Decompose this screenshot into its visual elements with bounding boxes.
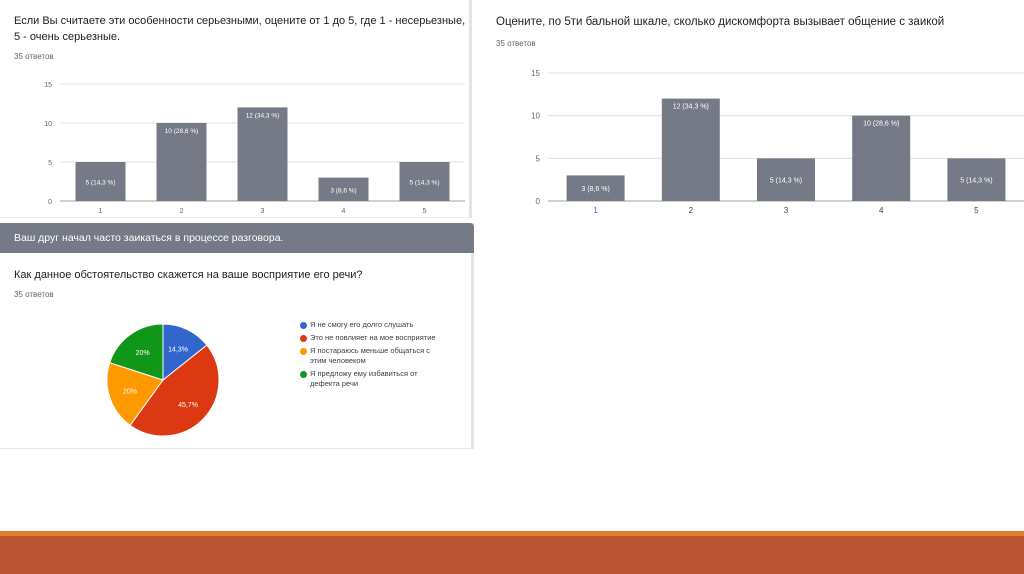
x-tick-label: 2 — [688, 206, 694, 215]
x-tick-label: 4 — [878, 206, 884, 215]
question-title: Как данное обстоятельство скажется на ваше восприятие его речи? — [14, 269, 363, 281]
x-tick-label: 1 — [98, 208, 103, 215]
x-tick-label: 1 — [593, 206, 598, 215]
x-tick-label: 5 — [974, 206, 979, 215]
bar — [238, 107, 288, 201]
x-tick-label: 3 — [260, 208, 265, 215]
response-count: 35 ответов — [14, 290, 54, 299]
legend-label: Я постараюсь меньше общаться с — [310, 346, 430, 355]
bar-chart-discomfort — [478, 0, 1024, 222]
bar — [852, 116, 910, 201]
bar — [662, 99, 720, 201]
question-card-discomfort — [478, 0, 1024, 222]
y-tick-label: 15 — [531, 69, 540, 78]
bar-data-label: 10 (28,6 %) — [164, 128, 199, 135]
legend-label: дефекта речи — [310, 379, 359, 388]
legend-item — [300, 333, 470, 343]
pie-slice-label: 20% — [122, 388, 137, 396]
bar-chart-seriousness — [0, 0, 472, 218]
legend-label: Я не смогу его долго слушать — [310, 320, 414, 329]
question-title-line-1: Если Вы считаете эти особенности серьезными, оцените от 1 до 5, где 1 - несерьезные, — [14, 15, 466, 27]
bar-data-label: 12 (34,3 %) — [245, 112, 280, 120]
pie-legend — [300, 320, 470, 392]
y-tick-label: 10 — [44, 121, 52, 128]
footer-bar — [0, 536, 1024, 574]
bar-data-label: 3 (8,6 %) — [581, 186, 610, 194]
y-tick-label: 0 — [535, 197, 540, 206]
legend-label: этим человеком — [310, 356, 366, 365]
bar-data-label: 3 (8,6 %) — [330, 187, 357, 195]
pie-slice-label: 20% — [135, 349, 150, 357]
legend-swatch — [300, 322, 307, 329]
y-tick-label: 0 — [48, 199, 52, 206]
pie-slice-label: 14,3% — [168, 346, 189, 354]
legend-label: Я предложу ему избавиться от — [310, 369, 418, 378]
legend-swatch — [300, 348, 307, 355]
legend-item — [300, 369, 470, 389]
legend-swatch — [300, 371, 307, 378]
question-card-perception — [0, 223, 474, 449]
question-title-line-2: 5 - очень серьезные. — [14, 31, 121, 43]
legend-item — [300, 320, 470, 330]
y-tick-label: 5 — [48, 160, 52, 167]
x-tick-label: 4 — [341, 208, 346, 215]
x-tick-label: 5 — [422, 208, 427, 215]
bar-data-label: 5 (14,3 %) — [85, 179, 116, 187]
legend-swatch — [300, 335, 307, 342]
legend-item — [300, 346, 470, 366]
y-tick-label: 10 — [531, 111, 540, 121]
pie-chart-perception — [0, 223, 300, 449]
bar-data-label: 5 (14,3 %) — [960, 177, 993, 185]
x-tick-label: 2 — [179, 208, 184, 215]
response-count: 35 ответов — [14, 52, 54, 61]
legend-label: Это не повлияет на мое восприятие — [310, 333, 436, 342]
x-tick-label: 3 — [783, 206, 789, 215]
question-title: Оцените, по 5ти бальной шкале, сколько дискомфорта вызывает общение с заикой — [496, 16, 945, 28]
section-header: Ваш друг начал часто заикаться в процессе разговора. — [0, 223, 474, 253]
y-tick-label: 15 — [44, 82, 52, 89]
bar-data-label: 5 (14,3 %) — [769, 177, 803, 185]
bar-data-label: 5 (14,3 %) — [409, 179, 440, 187]
bar-data-label: 10 (28,6 %) — [863, 120, 900, 128]
y-tick-label: 5 — [535, 154, 540, 164]
pie-slice-label: 45,7% — [178, 402, 199, 410]
question-card-seriousness — [0, 0, 472, 218]
response-count: 35 ответов — [496, 39, 536, 48]
bar-data-label: 12 (34,3 %) — [672, 103, 709, 111]
